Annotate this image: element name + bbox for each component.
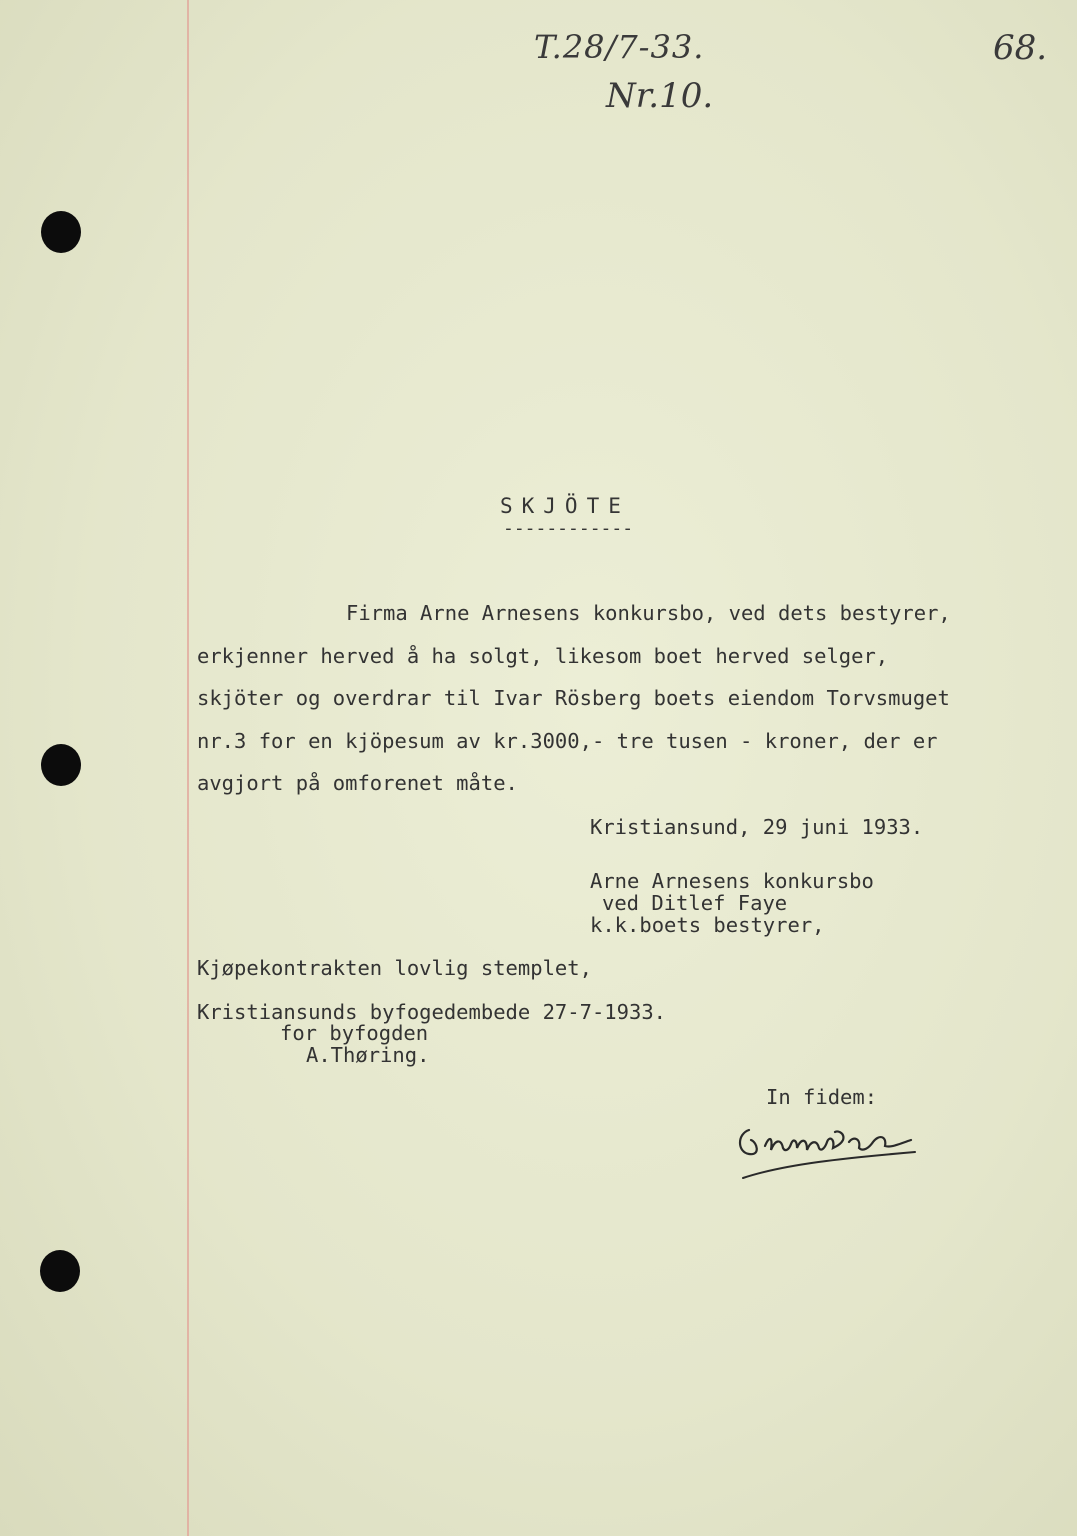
office-line: A.Thøring. — [306, 1043, 430, 1067]
body-line: avgjort på omforenet måte. — [197, 771, 518, 795]
margin-rule — [187, 0, 189, 1536]
body-line: erkjenner herved å ha solgt, likesom boet herved selger, — [197, 644, 889, 668]
handwritten-signature — [735, 1112, 920, 1187]
body-line: skjöter og overdrar til Ivar Rösberg boets eiendom Torvsmuget — [197, 686, 950, 710]
title-underline: ------------ — [503, 518, 634, 539]
punch-hole-middle — [41, 744, 81, 786]
signatory-line: k.k.boets bestyrer, — [590, 913, 825, 937]
body-line: nr.3 for en kjöpesum av kr.3000,- tre tusen - kroner, der er — [197, 729, 938, 753]
document-title: SKJÖTE — [500, 494, 630, 518]
office-line: for byfogden — [280, 1021, 429, 1045]
signatory-line: Arne Arnesens konkursbo — [590, 869, 874, 893]
signatory-line: ved Ditlef Faye — [602, 891, 788, 915]
body-line: Firma Arne Arnesens konkursbo, ved dets bestyrer, — [346, 601, 951, 625]
handwritten-page-number: 68. — [993, 28, 1048, 68]
place-date: Kristiansund, 29 juni 1933. — [590, 815, 924, 839]
office-line: Kristiansunds byfogedembede 27-7-1933. — [197, 1000, 666, 1024]
handwritten-number-note: Nr.10. — [606, 76, 714, 116]
stamp-note: Kjøpekontrakten lovlig stemplet, — [197, 956, 592, 980]
handwritten-date-note: T.28/7-33. — [534, 28, 705, 66]
punch-hole-bottom — [40, 1250, 80, 1292]
in-fidem-label: In fidem: — [766, 1085, 878, 1109]
punch-hole-top — [41, 211, 81, 253]
